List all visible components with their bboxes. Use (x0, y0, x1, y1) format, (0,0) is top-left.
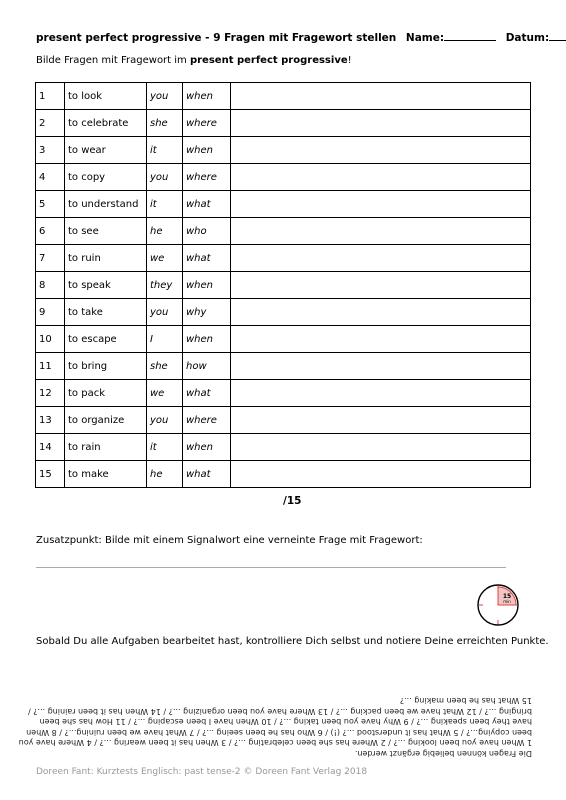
score-total: /15 (283, 495, 302, 507)
question-word-cell: where (183, 407, 231, 434)
table-row (36, 137, 531, 164)
footer-copyright: Doreen Fant: Kurztests Englisch: past tense-2 © Doreen Fant Verlag 2018 (36, 767, 368, 777)
subject-cell: it (147, 137, 183, 164)
answer-cell[interactable] (231, 245, 531, 272)
question-word-cell: what (183, 245, 231, 272)
timer-clock-icon (476, 583, 520, 627)
table-row (36, 83, 531, 110)
question-word-cell: where (183, 110, 231, 137)
subject-cell: he (147, 461, 183, 488)
table-row (36, 434, 531, 461)
question-word-cell: who (183, 218, 231, 245)
question-word-cell: when (183, 137, 231, 164)
table-row (36, 245, 531, 272)
answer-cell[interactable] (231, 407, 531, 434)
answer-cell[interactable] (231, 461, 531, 488)
subject-cell: he (147, 218, 183, 245)
question-word-cell: what (183, 191, 231, 218)
row-number: 10 (36, 326, 65, 353)
row-number: 11 (36, 353, 65, 380)
row-number: 9 (36, 299, 65, 326)
solution-line: have they been speaking ...? / 9 Why have you been taking ...? / 10 When have I been escaping ...? / 11 How has she been (39, 717, 532, 727)
table-row (36, 164, 531, 191)
table-row (36, 218, 531, 245)
subject-cell: we (147, 245, 183, 272)
row-number: 3 (36, 137, 65, 164)
answer-cell[interactable] (231, 137, 531, 164)
table-row (36, 191, 531, 218)
row-number: 4 (36, 164, 65, 191)
worksheet-title (36, 30, 566, 44)
question-word-cell: what (183, 461, 231, 488)
row-number: 7 (36, 245, 65, 272)
question-word-cell: when (183, 272, 231, 299)
verb-cell: to organize (65, 407, 147, 434)
answer-cell[interactable] (231, 434, 531, 461)
verb-cell: to make (65, 461, 147, 488)
question-word-cell: when (183, 434, 231, 461)
subject-cell: it (147, 434, 183, 461)
verb-cell: to take (65, 299, 147, 326)
subject-cell: you (147, 407, 183, 434)
answer-cell[interactable] (231, 353, 531, 380)
table-row (36, 353, 531, 380)
row-number: 6 (36, 218, 65, 245)
solution-line: Die Fragen können beliebig ergänzt werden. (354, 749, 532, 758)
table-row (36, 461, 531, 488)
bonus-answer-line (36, 567, 506, 568)
answer-cell[interactable] (231, 164, 531, 191)
solutions-upside-down (18, 690, 532, 758)
verb-cell: to understand (65, 191, 147, 218)
question-word-cell: what (183, 380, 231, 407)
question-word-cell: when (183, 326, 231, 353)
verb-cell: to wear (65, 137, 147, 164)
timer-unit: min (503, 599, 511, 604)
row-number: 5 (36, 191, 65, 218)
table-row (36, 407, 531, 434)
verb-cell: to copy (65, 164, 147, 191)
verb-cell: to rain (65, 434, 147, 461)
verb-cell: to pack (65, 380, 147, 407)
subject-cell: we (147, 380, 183, 407)
verb-cell: to escape (65, 326, 147, 353)
subject-cell: they (147, 272, 183, 299)
subject-cell: she (147, 110, 183, 137)
question-word-cell: where (183, 164, 231, 191)
table-row (36, 272, 531, 299)
verb-cell: to see (65, 218, 147, 245)
solution-line: bringing ...? / 12 What have we been packing ...? / 13 Where have you been organizing ...? / 14 When has it been raining ...? / (28, 707, 532, 716)
row-number: 1 (36, 83, 65, 110)
table-row (36, 380, 531, 407)
answer-cell[interactable] (231, 191, 531, 218)
exercise-table (35, 82, 531, 488)
answer-cell[interactable] (231, 272, 531, 299)
row-number: 15 (36, 461, 65, 488)
instruction-prefix: Bilde Fragen mit Fragewort im (36, 55, 190, 66)
table-row (36, 110, 531, 137)
date-label: Datum: (505, 32, 550, 44)
timer-minutes: 15 (502, 593, 512, 600)
solution-line: been copying...? / 5 What has it understood ...? (!) / 6 Who has he been seeing ...? / 7 What have we been ruining...? / 8 When (26, 728, 532, 737)
solution-line: 1 When have you been looking ...? / 2 Where has she been celebrating ...? / 3 When has it been wearing ...? / 4 Where have you (18, 738, 532, 748)
answer-cell[interactable] (231, 83, 531, 110)
verb-cell: to speak (65, 272, 147, 299)
self-check-note: Sobald Du alle Aufgaben bearbeitet hast, kontrolliere Dich selbst und notiere Deine erreichten Punkte. (36, 636, 549, 647)
subject-cell: you (147, 83, 183, 110)
name-line (444, 30, 496, 41)
title-text: present perfect progressive - 9 Fragen mit Fragewort stellen (36, 32, 397, 44)
question-word-cell: how (183, 353, 231, 380)
subject-cell: I (147, 326, 183, 353)
subject-cell: it (147, 191, 183, 218)
instruction-suffix: ! (347, 55, 352, 66)
subject-cell: she (147, 353, 183, 380)
answer-cell[interactable] (231, 218, 531, 245)
instruction (36, 55, 352, 66)
answer-cell[interactable] (231, 110, 531, 137)
verb-cell: to look (65, 83, 147, 110)
row-number: 2 (36, 110, 65, 137)
table-row (36, 299, 531, 326)
subject-cell: you (147, 299, 183, 326)
verb-cell: to ruin (65, 245, 147, 272)
answer-cell[interactable] (231, 299, 531, 326)
question-word-cell: why (183, 299, 231, 326)
answer-cell[interactable] (231, 380, 531, 407)
subject-cell: you (147, 164, 183, 191)
verb-cell: to bring (65, 353, 147, 380)
row-number: 12 (36, 380, 65, 407)
verb-cell: to celebrate (65, 110, 147, 137)
row-number: 14 (36, 434, 65, 461)
date-line (549, 30, 566, 41)
name-label: Name: (405, 32, 445, 44)
solution-line: 15 What has he been making ...? (399, 696, 532, 706)
row-number: 13 (36, 407, 65, 434)
table-row (36, 326, 531, 353)
bonus-task: Zusatzpunkt: Bilde mit einem Signalwort eine verneinte Frage mit Fragewort: (36, 535, 423, 546)
row-number: 8 (36, 272, 65, 299)
instruction-emphasis: present perfect progressive (189, 55, 348, 66)
answer-cell[interactable] (231, 326, 531, 353)
question-word-cell: when (183, 83, 231, 110)
